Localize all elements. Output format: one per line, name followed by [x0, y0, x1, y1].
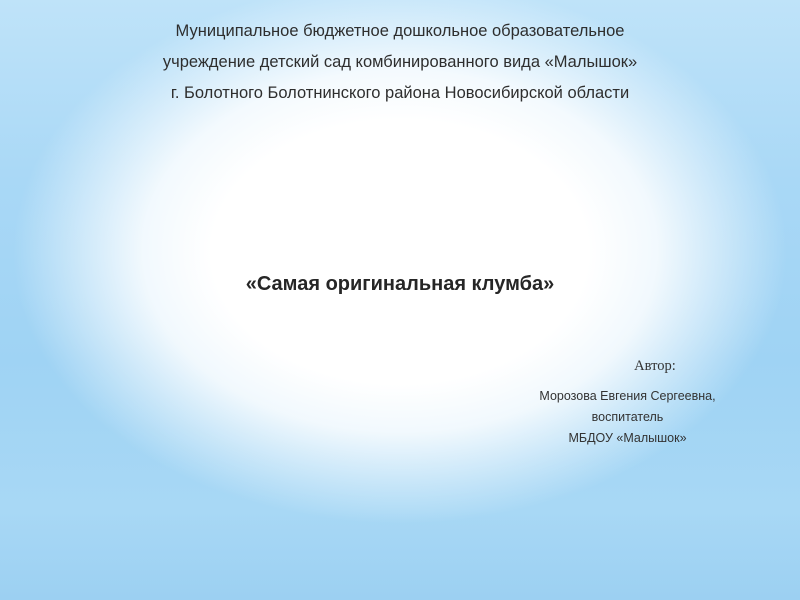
institution-header [0, 16, 800, 109]
author-organization: МБДОУ «Малышок» [568, 431, 687, 445]
author-name: Морозова Евгения Сергеевна, [539, 389, 716, 403]
author-position: воспитатель [591, 410, 664, 424]
slide-title: «Самая оригинальная клумба» [245, 273, 555, 295]
author-details [500, 386, 755, 449]
institution-line-1: Муниципальное бюджетное дошкольное образовательное [175, 22, 625, 40]
institution-line-3: г. Болотного Болотнинского района Новосибирской области [170, 84, 630, 102]
institution-line-2: учреждение детский сад комбинированного вида «Малышок» [162, 53, 638, 71]
author-label: Автор: [634, 358, 676, 374]
